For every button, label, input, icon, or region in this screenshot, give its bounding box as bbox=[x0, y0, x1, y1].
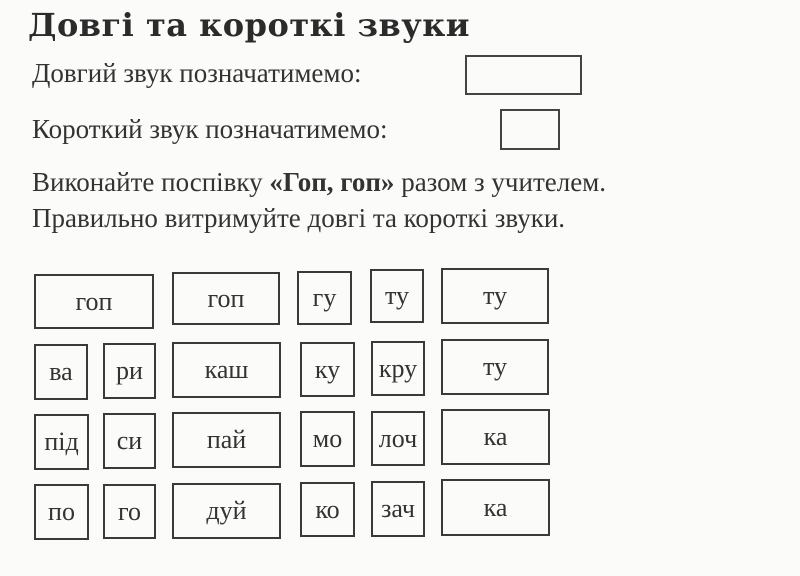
syllable-long: гоп bbox=[172, 272, 280, 325]
short-sound-label: Короткий звук позначатимемо: bbox=[32, 114, 388, 144]
instruction-line-2: Правильно витримуйте довгі та короткі звуки. bbox=[32, 203, 566, 233]
short-sound-box bbox=[500, 109, 560, 150]
instruction-text: Виконайте поспівку bbox=[32, 167, 270, 197]
syllable-short: го bbox=[103, 484, 156, 539]
long-sound-label: Довгий звук позначатимемо: bbox=[32, 58, 362, 88]
syllable-short: си bbox=[103, 413, 156, 469]
syllable-long: ту bbox=[441, 339, 549, 395]
page-title: Довгі та короткі звуки bbox=[28, 6, 471, 44]
syllable-long: гоп bbox=[34, 274, 154, 329]
syllable-short: ко bbox=[300, 482, 355, 537]
syllable-short: по bbox=[34, 484, 89, 540]
syllable-short: під bbox=[34, 414, 89, 470]
syllable-short: ри bbox=[103, 343, 156, 399]
syllable-long: дуй bbox=[172, 483, 281, 539]
syllable-short: гу bbox=[297, 271, 352, 325]
syllable-short: кру bbox=[371, 341, 425, 396]
instruction-text-end: разом з учителем. bbox=[394, 167, 607, 197]
syllable-short: ва bbox=[34, 344, 88, 400]
syllable-short: мо bbox=[300, 411, 355, 467]
syllable-long: ту bbox=[441, 268, 549, 324]
syllable-long: ка bbox=[441, 479, 550, 536]
syllable-long: каш bbox=[172, 342, 281, 398]
long-sound-box bbox=[465, 55, 582, 95]
syllable-short: ту bbox=[370, 269, 424, 323]
syllable-long: пай bbox=[172, 412, 281, 468]
syllable-long: ка bbox=[441, 409, 550, 465]
syllable-short: лоч bbox=[371, 411, 425, 466]
instruction-line-1 bbox=[32, 167, 606, 198]
syllable-short: зач bbox=[371, 481, 425, 537]
syllable-short: ку bbox=[300, 342, 355, 397]
song-title: «Гоп, гоп» bbox=[269, 167, 395, 197]
